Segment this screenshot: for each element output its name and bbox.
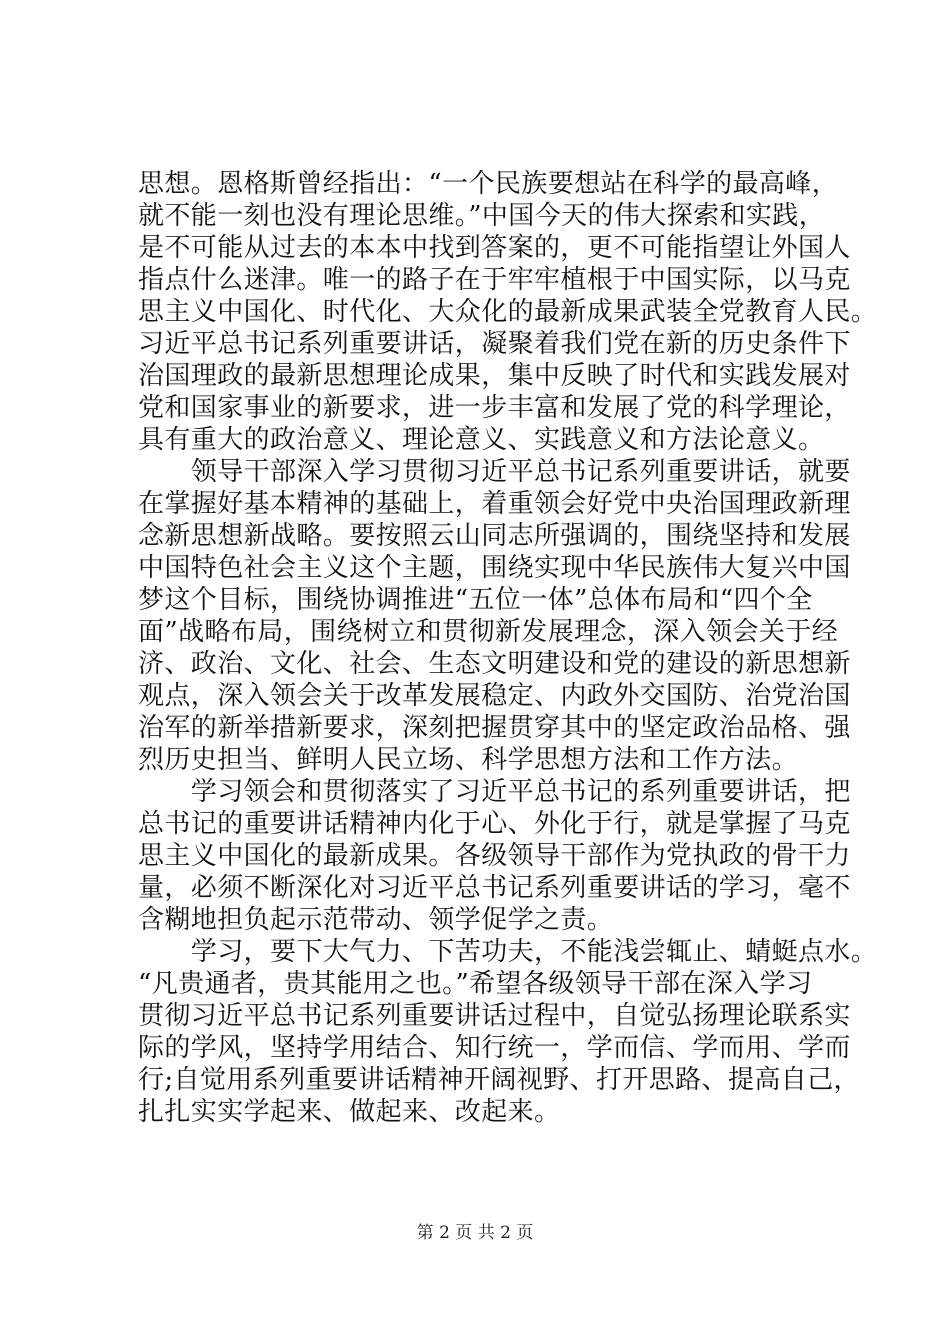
text-line: 指点什么迷津。唯一的路子在于牢牢植根于中国实际，以马克 xyxy=(138,265,851,295)
text-line: 在掌握好基本精神的基础上，着重领会好党中央治国理政新理 xyxy=(138,489,851,519)
text-line: 就不能一刻也没有理论思维。”中国今天的伟大探索和实践， xyxy=(138,201,826,231)
text-line: 党和国家事业的新要求，进一步丰富和发展了党的科学理论， xyxy=(138,393,851,423)
text-line: 含糊地担负起示范带动、领学促学之责。 xyxy=(138,905,614,935)
text-line: 思想。恩格斯曾经指出：“一个民族要想站在科学的最高峰， xyxy=(138,169,839,199)
text-line: 中国特色社会主义这个主题，围绕实现中华民族伟大复兴中国 xyxy=(138,553,851,583)
text-line: 量，必须不断深化对习近平总书记系列重要讲话的学习，毫不 xyxy=(138,873,851,903)
text-line: 贯彻习近平总书记系列重要讲话过程中，自觉弘扬理论联系实 xyxy=(138,1001,851,1031)
text-line: 际的学风，坚持学用结合、知行统一，学而信、学而用、学而 xyxy=(138,1033,851,1063)
text-line: 治国理政的最新思想理论成果，集中反映了时代和实践发展对 xyxy=(138,361,851,391)
body-text xyxy=(138,168,878,1128)
page-number-label: 第 2 页 共 2 页 xyxy=(416,1223,534,1243)
text-line: 治军的新举措新要求，深刻把握贯穿其中的坚定政治品格、强 xyxy=(138,713,851,743)
text-line: 行;自觉用系列重要讲话精神开阔视野、打开思路、提高自己， xyxy=(138,1065,860,1095)
text-line: “凡贵通者，贵其能用之也。”希望各级领导干部在深入学习 xyxy=(138,969,813,999)
text-line: 思主义中国化的最新成果。各级领导干部作为党执政的骨干力 xyxy=(138,841,851,871)
text-line: 习近平总书记系列重要讲话，凝聚着我们党在新的历史条件下 xyxy=(138,329,851,359)
text-line: 烈历史担当、鲜明人民立场、科学思想方法和工作方法。 xyxy=(138,745,799,775)
text-line: 总书记的重要讲话精神内化于心、外化于行，就是掌握了马克 xyxy=(138,809,851,839)
text-line: 观点，深入领会关于改革发展稳定、内政外交国防、治党治国 xyxy=(138,681,851,711)
text-line: 念新思想新战略。要按照云山同志所强调的，围绕坚持和发展 xyxy=(138,521,851,551)
text-line: 是不可能从过去的本本中找到答案的，更不可能指望让外国人 xyxy=(138,233,851,263)
text-line: 扎扎实实学起来、做起来、改起来。 xyxy=(138,1097,561,1127)
text-line: 梦这个目标，围绕协调推进“五位一体”总体布局和“四个全 xyxy=(138,585,813,615)
text-line: 济、政治、文化、社会、生态文明建设和党的建设的新思想新 xyxy=(138,649,851,679)
text-line: 具有重大的政治意义、理论意义、实践意义和方法论意义。 xyxy=(138,425,825,455)
text-line: 学习，要下大气力、下苦功夫，不能浅尝辄止、蜻蜓点水。 xyxy=(138,937,878,967)
page-footer xyxy=(0,1218,950,1243)
text-line: 思主义中国化、时代化、大众化的最新成果武装全党教育人民。 xyxy=(138,297,878,327)
text-line: 面”战略布局，围绕树立和贯彻新发展理念，深入领会关于经 xyxy=(138,617,839,647)
text-line: 领导干部深入学习贯彻习近平总书记系列重要讲话，就要 xyxy=(138,457,851,487)
text-line: 学习领会和贯彻落实了习近平总书记的系列重要讲话，把 xyxy=(138,777,851,807)
